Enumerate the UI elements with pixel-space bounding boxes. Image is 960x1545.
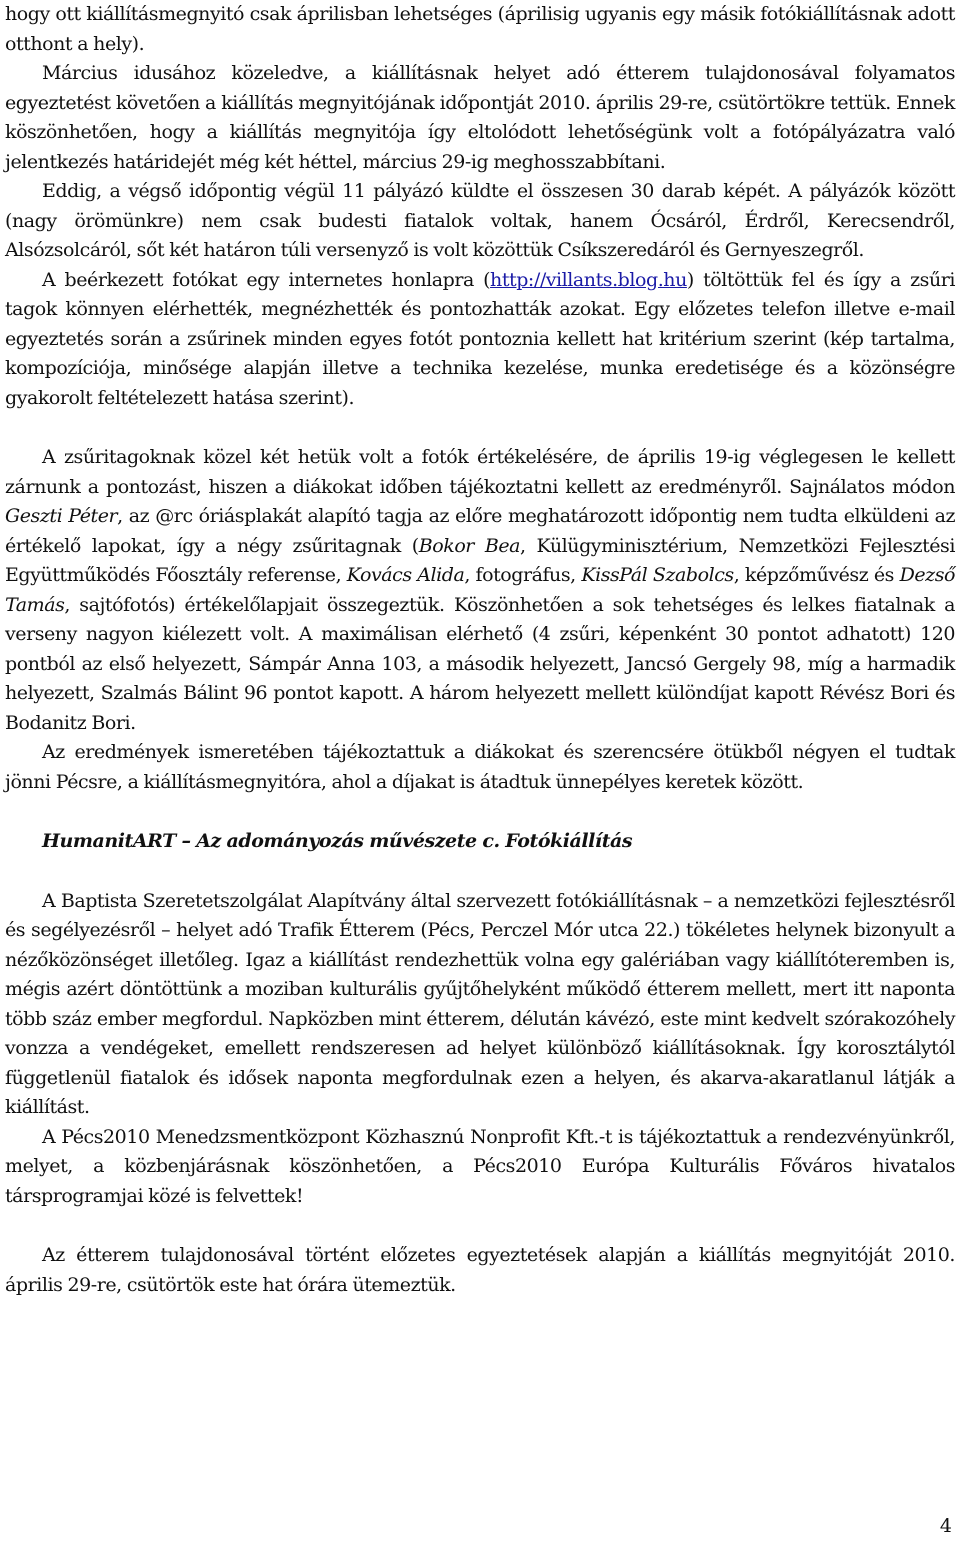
paragraph-5-part-a: A zsűritagoknak közel két hetük volt a fotók értékelésére, de április 19-ig véglegesen le kellett zárnunk a pontozást, hiszen a diákokat időben tájékoztatni kellett az eredményről. Sajnálatos módon xyxy=(5,446,955,498)
paragraph-5-part-d: , fotográfus, xyxy=(464,564,582,586)
paragraph-7: A Baptista Szeretetszolgálat Alapítvány által szervezett fotókiállításnak – a nemzetközi fejlesztésről és segélyezésről – helyet adó Trafik Étterem (Pécs, Perczel Mór utca 22.) tökéletes helynek bizonyult a nézőközönséget illetőleg. Igaz a kiállítást rendezhettük volna egy galériában vagy kiállítóteremben is, mégis azért döntöttünk a moziban kulturális gyűjtőhelyként működő étterem mellett, mert itt naponta több száz ember megfordul. Napközben mint étterem, délután kávézó, este mint kedvelt szórakozóhely vonzza a vendégeket, emellett rendszeresen ad helyet különböző kiállításoknak. Így korosztálytól függetlenül fiatalok és idősek naponta megfordulnak ezen a helyen, és akarva-akaratlanul látják a kiállítást. xyxy=(5,889,955,1118)
paragraph-5-part-e: , képzőművész és xyxy=(733,564,900,586)
paragraph-5-part-b: , az @rc óriásplakát alapító tagja az előre meghatározott időpontig nem tudta elküldeni az értékelő lapokat, így a négy zsűritagnak ( xyxy=(5,505,956,557)
paragraph-9: Az étterem tulajdonosával történt előzetes egyeztetések alapján a kiállítás megnyitóját 2010. április 29-re, csütörtök este hat órára ütemeztük. xyxy=(5,1244,955,1296)
page-number: 4 xyxy=(939,1515,952,1537)
juror-name-dezso: Dezső Tamás xyxy=(5,564,955,616)
paragraph-3: Eddig, a végső időpontig végül 11 pályázó küldte el összesen 30 darab képét. A pályázók között (nagy örömünkre) nem csak budesti fiatalok voltak, hanem Ócsáról, Érdről, Kerecsendről, Alsózsolcáról, sőt két határon túli versenyző is volt közöttük Csíkszeredáról és Gernyeszegről. xyxy=(5,180,955,261)
juror-name-geszti: Geszti Péter xyxy=(5,505,118,527)
paragraph-5 xyxy=(5,443,955,738)
paragraph-8: A Pécs2010 Menedzsmentközpont Közhasznú Nonprofit Kft.-t is tájékoztattuk a rendezvényünkről, melyet, a közbenjárásnak köszönhetően, a Pécs2010 Európa Kulturális Főváros hivatalos társprogramjai közé is felvettek! xyxy=(5,1125,955,1207)
paragraph-6: Az eredmények ismeretében tájékoztattuk a diákokat és szerencsére ötükből négyen el tudtak jönni Pécsre, a kiállításmegnyitóra, ahol a díjakat is átadtuk ünnepélyes keretek között. xyxy=(5,741,955,793)
paragraph-4-text-start: A beérkezett fotókat egy internetes honlapra ( xyxy=(42,268,491,291)
paragraph-4 xyxy=(5,266,955,414)
juror-name-kisspal: KissPál Szabolcs xyxy=(581,564,734,586)
juror-name-kovacs: Kovács Alida xyxy=(346,564,465,586)
paragraph-2: Március idusához közeledve, a kiállításnak helyet adó étterem tulajdonosával folyamatos egyeztetést követően a kiállítás megnyitójának időpontját 2010. április 29-re, csütörtökre tettük. Ennek köszönhetően, hogy a kiállítás megnyitója így eltolódott lehetőségünk volt a fotópályázatra való jelentkezés határidejét még két héttel, március 29-ig meghosszabbítani. xyxy=(5,62,955,173)
juror-name-bokor: Bokor Bea xyxy=(418,534,521,557)
blog-link[interactable]: http://villants.blog.hu xyxy=(490,268,687,291)
section-heading: HumanitART – Az adományozás művészete c. Fotókiállítás xyxy=(42,830,633,852)
paragraph-5-part-f: , sajtófotós) értékelőlapjait összegeztük. Köszönhetően a sok tehetséges és lelkes fiatalnak a verseny nagyon kiélezett volt. A maximálisan elérhető (4 zsűri, képenként 30 pontot adhatott) 120 pontból az első helyezett, Sámpár Anna 103, a második helyezett, Jancsó Gergely 98, míg a harmadik helyezett, Szalmás Bálint 96 pontot kapott. A három helyezett mellett különdíjat kapott Révész Bori és Bodanitz Bori. xyxy=(5,593,955,734)
paragraph-1: hogy ott kiállításmegnyitó csak áprilisban lehetséges (áprilisig ugyanis egy másik fotókiállításnak adott otthont a hely). xyxy=(5,3,955,55)
paragraph-4-text-end: ) töltöttük fel és így a zsűri tagok könnyen elérhették, megnézhették és pontozhatták azokat. Egy előzetes telefon illetve e-mail egyeztetés során a zsűrinek minden egyes fotót pontoznia kellett hat kritérium szerint (kép tartalma, kompozíciója, minősége alapján illetve a technika kezelése, munka eredetisége és a közönségre gyakorolt feltételezett hatása szerint). xyxy=(5,268,956,409)
document-page xyxy=(5,0,955,1300)
paragraph-5-part-c: , Külügyminisztérium, Nemzetközi Fejlesztési Együttműködés Főosztály referense, xyxy=(5,534,955,586)
